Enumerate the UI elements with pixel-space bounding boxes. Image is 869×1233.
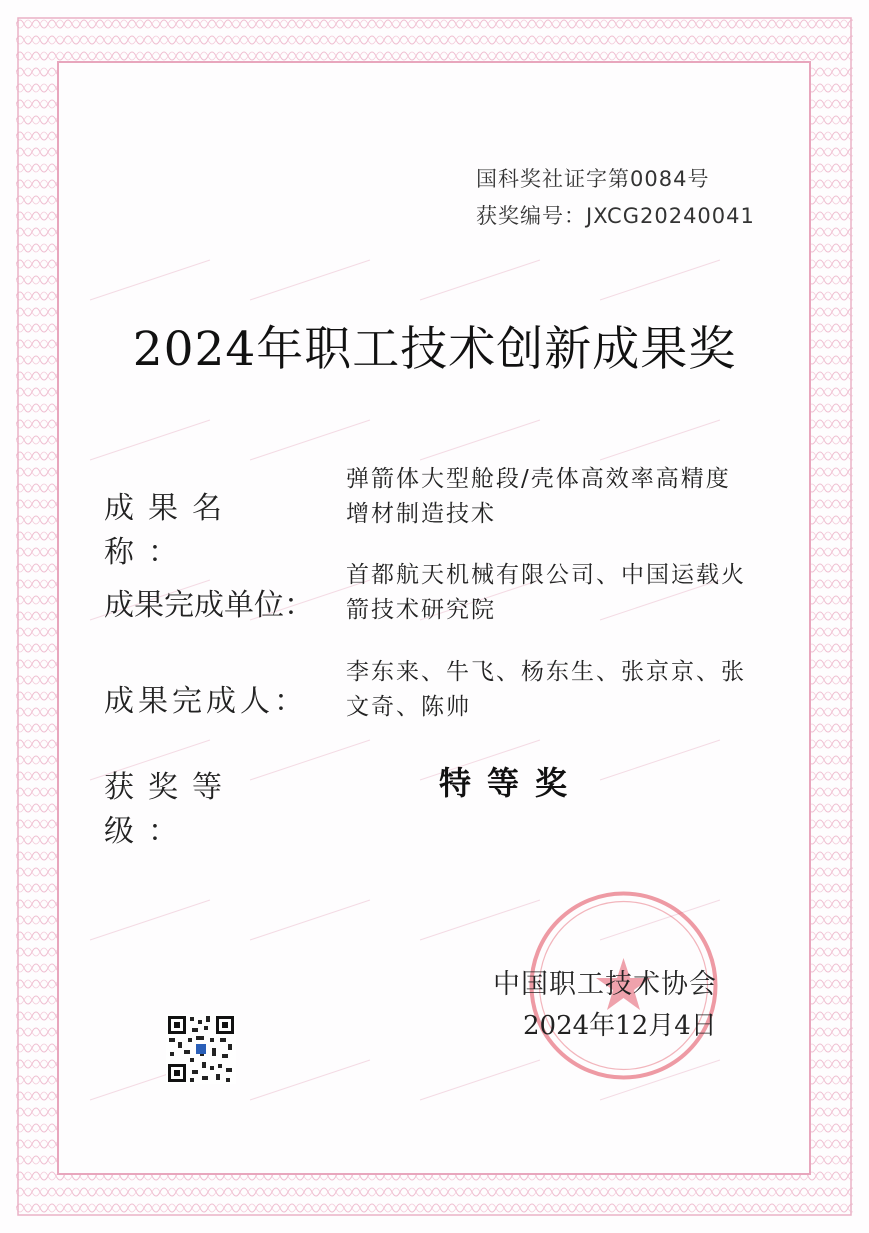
completing-people-label: 成果完成人： [104, 684, 308, 719]
issuing-organization: 中国职工技术协会 [493, 969, 717, 1000]
award-grade-label: 获奖等级： [104, 770, 236, 849]
achievement-name-label: 成果名称： [104, 491, 236, 570]
completing-unit-value [346, 558, 776, 628]
award-grade-value: 特等奖 [438, 764, 583, 802]
qr-code-icon[interactable] [166, 1014, 236, 1084]
achievement-name-line-1: 弹箭体大型舱段/壳体高效率高精度 [346, 466, 731, 492]
completing-unit-line-1: 首都航天机械有限公司、中国运载火 [346, 562, 746, 588]
completing-people-value [346, 655, 776, 725]
completing-unit-line-2: 箭技术研究院 [346, 597, 496, 623]
completing-unit-label: 成果完成单位： [104, 588, 314, 623]
certificate-title: 2024年职工技术创新成果奖 [132, 322, 737, 377]
achievement-name-value [346, 462, 776, 532]
issue-date: 2024年12月4日 [523, 1011, 717, 1041]
achievement-name-line-2: 增材制造技术 [346, 501, 496, 527]
completing-people-line-1: 李东来、牛飞、杨东生、张京京、张 [346, 659, 746, 685]
completing-people-line-2: 文奇、陈帅 [346, 694, 471, 720]
registration-number: 国科奖社证字第0084号 [476, 167, 710, 191]
award-number: 获奖编号：JXCG20240041 [476, 204, 755, 228]
